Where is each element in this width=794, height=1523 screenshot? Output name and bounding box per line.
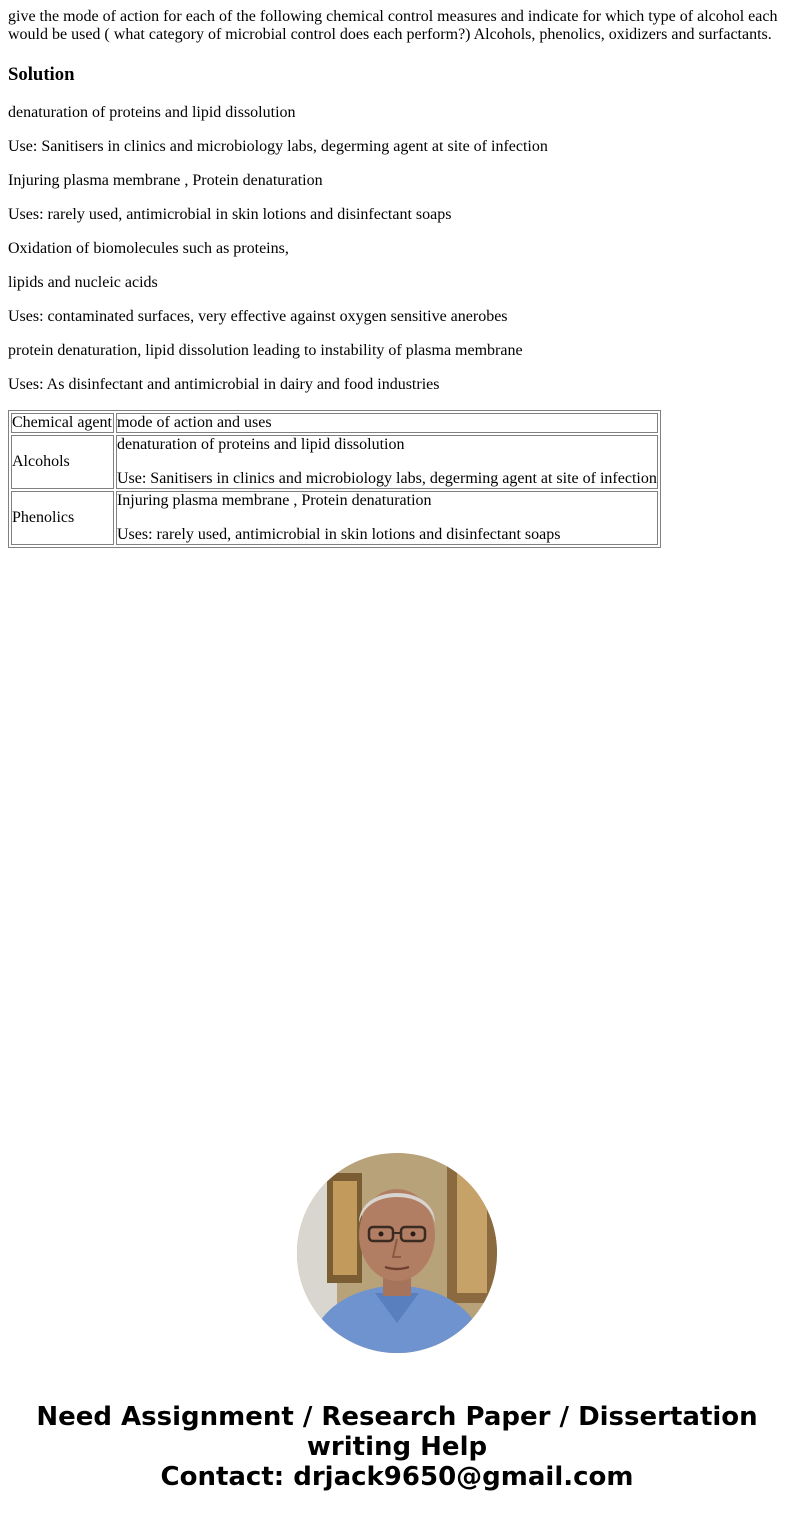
solution-paragraph: Uses: rarely used, antimicrobial in skin lotions and disinfectant soaps xyxy=(8,206,452,223)
solution-heading: Solution xyxy=(8,64,75,85)
table-cell-line: denaturation of proteins and lipid dissolution xyxy=(116,436,405,453)
table-cell-line: Injuring plasma membrane , Protein denaturation xyxy=(116,492,432,509)
profile-illustration xyxy=(297,1153,497,1353)
table-header-mode: mode of action and uses xyxy=(116,413,658,433)
table-cell-mode xyxy=(116,435,658,489)
solution-paragraph: lipids and nucleic acids xyxy=(8,274,158,291)
table-cell-agent: Alcohols xyxy=(11,435,114,489)
table-cell-line: Use: Sanitisers in clinics and microbiology labs, degerming agent at site of infection xyxy=(116,470,657,487)
promo-contact: Contact: drjack9650@gmail.com xyxy=(160,1462,634,1492)
table-cell-mode xyxy=(116,491,658,545)
solution-paragraph: Oxidation of biomolecules such as proteins, xyxy=(8,240,289,257)
profile-photo xyxy=(297,1153,497,1353)
table-header-agent: Chemical agent xyxy=(12,414,112,431)
solution-paragraph: denaturation of proteins and lipid dissolution xyxy=(8,104,296,121)
chemical-agents-table xyxy=(8,410,661,548)
solution-paragraph: Use: Sanitisers in clinics and microbiology labs, degerming agent at site of infection xyxy=(8,138,548,155)
solution-paragraph: Uses: As disinfectant and antimicrobial in dairy and food industries xyxy=(8,376,440,393)
question-text: give the mode of action for each of the following chemical control measures and indicate for which type of alcohol each would be used ( what category of microbial control does each perform?) Alcohols, phenolics, oxidizers and surfactants. xyxy=(8,8,778,43)
table-row xyxy=(11,491,658,545)
promo-line: writing Help xyxy=(306,1432,488,1462)
promo-line: Need Assignment / Research Paper / Dissertation xyxy=(36,1402,758,1432)
solution-paragraph: Uses: contaminated surfaces, very effective against oxygen sensitive anerobes xyxy=(8,308,508,325)
document-content xyxy=(0,0,794,548)
table-cell-agent: Phenolics xyxy=(11,491,114,545)
table-row xyxy=(11,435,658,489)
solution-paragraph: protein denaturation, lipid dissolution leading to instability of plasma membrane xyxy=(8,342,523,359)
table-header-row xyxy=(11,413,658,433)
solution-paragraph: Injuring plasma membrane , Protein denaturation xyxy=(8,172,323,189)
table-cell-line: Uses: rarely used, antimicrobial in skin lotions and disinfectant soaps xyxy=(116,526,561,543)
promo-banner xyxy=(0,1402,794,1492)
